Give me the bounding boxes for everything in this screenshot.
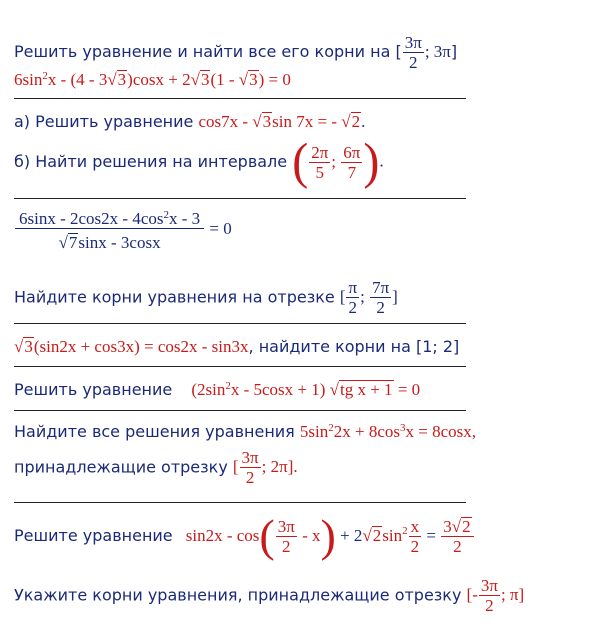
p1-interval: [ $\frac{3\pi}{2}$ ; 3π]: [395, 33, 458, 72]
p4-equation: √3(sin2x + cos3x) = cos2x - sin3x: [14, 337, 249, 356]
divider: [14, 98, 466, 99]
p3-equation: $\frac{6\sin x - 2\cos 2x - 4\cos^2x - 3}{√7\sin x - 3\cos x}$ = 0: [14, 206, 232, 252]
divider: [14, 198, 466, 199]
p6-interval: [ $\frac{3\pi}{2}$ ; 2π].: [232, 448, 298, 487]
p1-equation: $6\sin^2x - (4 - 3√3)\cos x + 2√3(1 - √3) = 0$: [14, 70, 291, 89]
divider: [14, 410, 466, 411]
p2-part-a: а) Решить уравнение cos7x - √3sin 7x = - √2.: [14, 112, 366, 131]
p6-equation: $5\sin^22x + 8\cos^3x = 8\cos x$,: [299, 422, 476, 441]
p7-equation: sin2x - cos( $\frac{3\pi}{2}$ - $x) + 2√2\sin^2$ $\frac{x}{2}$ = $\frac{3√2}{2}$: [186, 525, 475, 544]
p4-line: √3(sin2x + cos3x) = cos2x - sin3x, найдите корни на [1; 2]: [14, 337, 460, 356]
p5-equation: $(2\sin^2x - 5\cos x + 1)$ √tg x + 1 = 0: [191, 380, 421, 399]
divider: [14, 323, 466, 324]
p2-a-equation: cos7x - √3sin 7x = - √2.: [198, 112, 366, 131]
p1-task: [14, 33, 457, 72]
p3-task: Найдите корни уравнения на отрезке [ $\frac{\pi}{2}$ ; $\frac{7\pi}{2}$ ]: [14, 278, 398, 317]
p6-task2: принадлежащие отрезку [ $\frac{3\pi}{2}$ ; 2π].: [14, 448, 298, 487]
p7-interval: [- $\frac{3\pi}{2}$ ; π]: [466, 576, 525, 615]
p3-interval: [ $\frac{\pi}{2}$ ; $\frac{7\pi}{2}$ ]: [339, 278, 398, 317]
p6-task: Найдите все решения уравнения $5\sin^22x + 8\cos^3x = 8\cos x$,: [14, 422, 476, 441]
divider: [14, 502, 466, 503]
p7-task2: Укажите корни уравнения, принадлежащие отрезку [- $\frac{3\pi}{2}$ ; π]: [14, 576, 525, 615]
p2-b-interval: ( $\frac{2\pi}{5}$ ; $\frac{6\pi}{7}$ ): [292, 133, 380, 190]
divider: [14, 366, 466, 367]
p7-line: Решите уравнение sin2x - cos( $\frac{3\pi}{2}$ - $x) + 2√2\sin^2$ $\frac{x}{2}$ = $\frac{3√2}{2}$: [14, 516, 475, 556]
p5-line: Решить уравнение $(2\sin^2x - 5\cos x + 1)$ √tg x + 1 = 0: [14, 380, 421, 399]
p2-part-b: б) Найти решения на интервале ( $\frac{2\pi}{5}$ ; $\frac{6\pi}{7}$ ).: [14, 133, 384, 190]
p1-task-text: Решить уравнение и найти все его корни на: [14, 42, 391, 61]
